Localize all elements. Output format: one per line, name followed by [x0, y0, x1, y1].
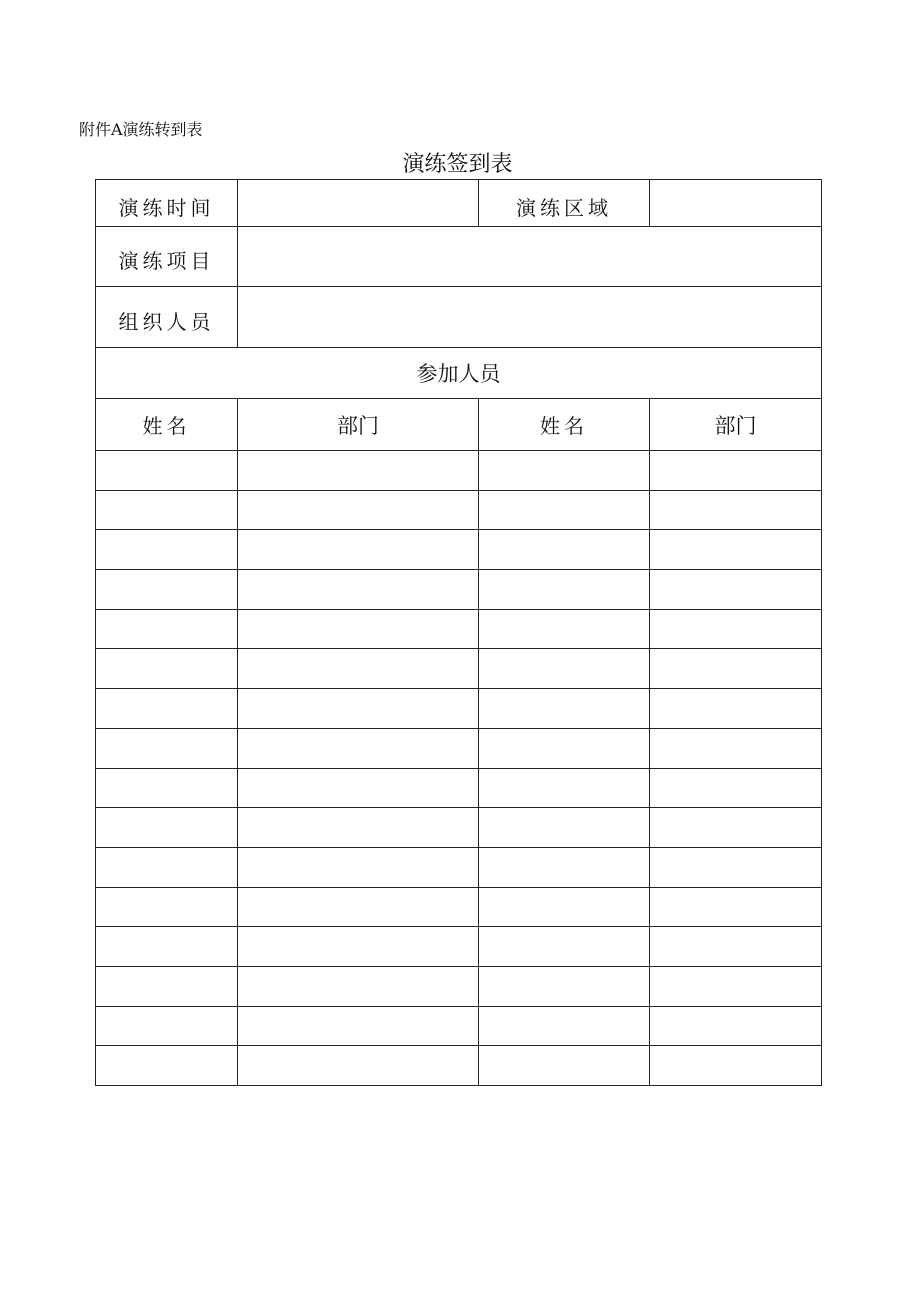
table-row [96, 689, 822, 729]
table-row [96, 609, 822, 649]
name-cell[interactable] [96, 768, 238, 808]
dept-cell[interactable] [650, 768, 822, 808]
name-cell[interactable] [479, 689, 650, 729]
dept-cell[interactable] [238, 649, 479, 689]
info-row-project [96, 227, 822, 287]
name-cell[interactable] [96, 570, 238, 610]
name-cell[interactable] [96, 649, 238, 689]
time-label: 演练时间 [96, 180, 238, 227]
dept-cell[interactable] [650, 927, 822, 967]
dept-cell[interactable] [238, 728, 479, 768]
name-cell[interactable] [96, 490, 238, 530]
dept-cell[interactable] [238, 451, 479, 491]
name-cell[interactable] [479, 728, 650, 768]
table-row [96, 649, 822, 689]
name-cell[interactable] [96, 728, 238, 768]
table-row [96, 847, 822, 887]
project-label: 演练项目 [96, 227, 238, 287]
dept-cell[interactable] [238, 689, 479, 729]
info-row-time-area [96, 180, 822, 227]
project-value-cell[interactable] [238, 227, 822, 287]
dept-cell[interactable] [238, 927, 479, 967]
participants-section-row [96, 348, 822, 399]
header-dept-1: 部门 [238, 399, 479, 451]
dept-cell[interactable] [238, 1046, 479, 1086]
name-cell[interactable] [479, 847, 650, 887]
dept-cell[interactable] [238, 490, 479, 530]
name-cell[interactable] [479, 887, 650, 927]
table-row [96, 768, 822, 808]
area-label: 演练区域 [479, 180, 650, 227]
table-row [96, 927, 822, 967]
name-cell[interactable] [96, 966, 238, 1006]
time-value-cell[interactable] [238, 180, 479, 227]
dept-cell[interactable] [650, 1006, 822, 1046]
header-dept-2: 部门 [650, 399, 822, 451]
dept-cell[interactable] [650, 887, 822, 927]
dept-cell[interactable] [238, 1006, 479, 1046]
dept-cell[interactable] [650, 649, 822, 689]
name-cell[interactable] [479, 609, 650, 649]
table-row [96, 728, 822, 768]
name-cell[interactable] [96, 451, 238, 491]
dept-cell[interactable] [238, 570, 479, 610]
dept-cell[interactable] [650, 609, 822, 649]
name-cell[interactable] [96, 1006, 238, 1046]
dept-cell[interactable] [650, 689, 822, 729]
name-cell[interactable] [96, 609, 238, 649]
name-cell[interactable] [479, 530, 650, 570]
table-row [96, 451, 822, 491]
dept-cell[interactable] [650, 1046, 822, 1086]
dept-cell[interactable] [238, 530, 479, 570]
name-cell[interactable] [96, 847, 238, 887]
dept-cell[interactable] [650, 966, 822, 1006]
table-row [96, 966, 822, 1006]
header-name-1: 姓名 [96, 399, 238, 451]
name-cell[interactable] [96, 808, 238, 848]
organizer-label: 组织人员 [96, 287, 238, 348]
name-cell[interactable] [479, 1006, 650, 1046]
header-name-2: 姓名 [479, 399, 650, 451]
name-cell[interactable] [479, 451, 650, 491]
dept-cell[interactable] [238, 768, 479, 808]
name-cell[interactable] [96, 1046, 238, 1086]
dept-cell[interactable] [238, 887, 479, 927]
dept-cell[interactable] [650, 451, 822, 491]
dept-cell[interactable] [238, 609, 479, 649]
participants-section-title: 参加人员 [96, 348, 822, 399]
dept-cell[interactable] [650, 570, 822, 610]
annex-label: 附件A演练转到表 [79, 120, 203, 139]
area-value-cell[interactable] [650, 180, 822, 227]
dept-cell[interactable] [238, 808, 479, 848]
sign-in-table [95, 179, 822, 1086]
name-cell[interactable] [96, 530, 238, 570]
dept-cell[interactable] [238, 966, 479, 1006]
dept-cell[interactable] [238, 847, 479, 887]
name-cell[interactable] [479, 768, 650, 808]
dept-cell[interactable] [650, 490, 822, 530]
dept-cell[interactable] [650, 530, 822, 570]
info-row-organizer [96, 287, 822, 348]
organizer-value-cell[interactable] [238, 287, 822, 348]
dept-cell[interactable] [650, 808, 822, 848]
name-cell[interactable] [479, 649, 650, 689]
name-cell[interactable] [479, 570, 650, 610]
name-cell[interactable] [479, 966, 650, 1006]
page-title: 演练签到表 [402, 152, 513, 177]
dept-cell[interactable] [650, 728, 822, 768]
name-cell[interactable] [96, 887, 238, 927]
table-row [96, 570, 822, 610]
table-row [96, 530, 822, 570]
table-row [96, 1046, 822, 1086]
participants-header-row [96, 399, 822, 451]
name-cell[interactable] [96, 689, 238, 729]
name-cell[interactable] [479, 927, 650, 967]
table-row [96, 808, 822, 848]
table-row [96, 887, 822, 927]
name-cell[interactable] [479, 490, 650, 530]
name-cell[interactable] [96, 927, 238, 967]
dept-cell[interactable] [650, 847, 822, 887]
table-row [96, 1006, 822, 1046]
table-row [96, 490, 822, 530]
name-cell[interactable] [479, 808, 650, 848]
name-cell[interactable] [479, 1046, 650, 1086]
